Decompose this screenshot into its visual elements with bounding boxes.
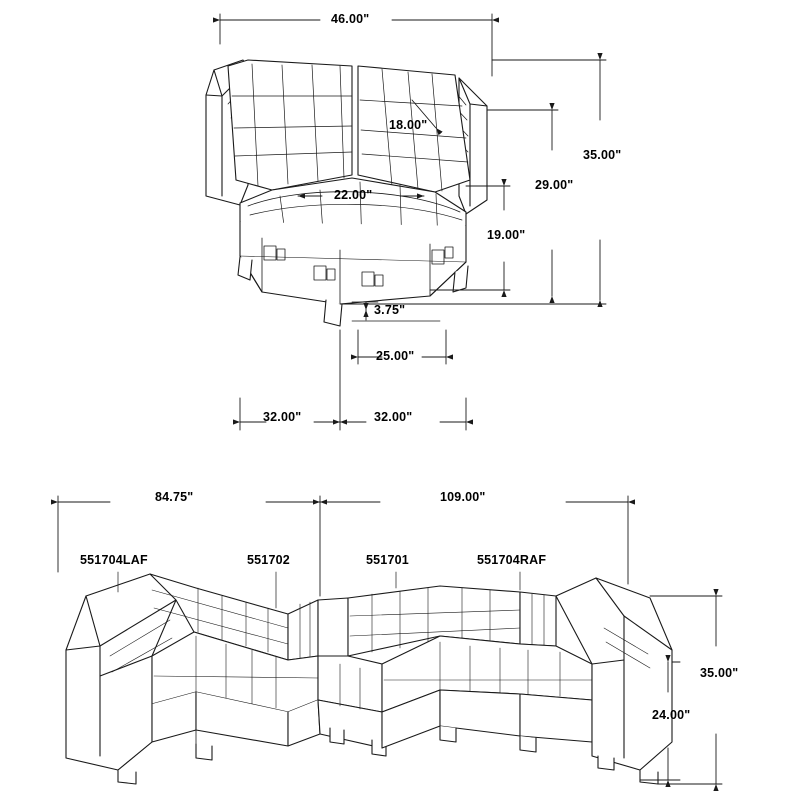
dimension-label-sectional-height-35: 35.00" [700, 666, 739, 680]
dimension-label-width-46: 46.00" [331, 12, 370, 26]
dimension-label-arm-height-29: 29.00" [535, 178, 574, 192]
dimension-label-seat-height-19: 19.00" [487, 228, 526, 242]
part-label-551701: 551701 [366, 553, 409, 567]
part-label-551704RAF: 551704RAF [477, 553, 547, 567]
dimension-label-left-section-84-75: 84.75" [155, 490, 194, 504]
dimension-label-seat-width-25: 25.00" [376, 349, 415, 363]
part-label-551704LAF: 551704LAF [80, 553, 148, 567]
dimension-label-leg-height-3-75: 3.75" [374, 303, 406, 317]
part-label-551702: 551702 [247, 553, 290, 567]
dimension-label-overall-height-35: 35.00" [583, 148, 622, 162]
dimension-label-seat-back-height-24: 24.00" [652, 708, 691, 722]
dimension-label-left-base-32: 32.00" [263, 410, 302, 424]
dimension-label-back-cushion-18: 18.00" [389, 118, 428, 132]
dimension-label-seat-depth-22: 22.00" [334, 188, 373, 202]
dimension-label-right-base-32: 32.00" [374, 410, 413, 424]
dimension-label-right-section-109: 109.00" [440, 490, 486, 504]
